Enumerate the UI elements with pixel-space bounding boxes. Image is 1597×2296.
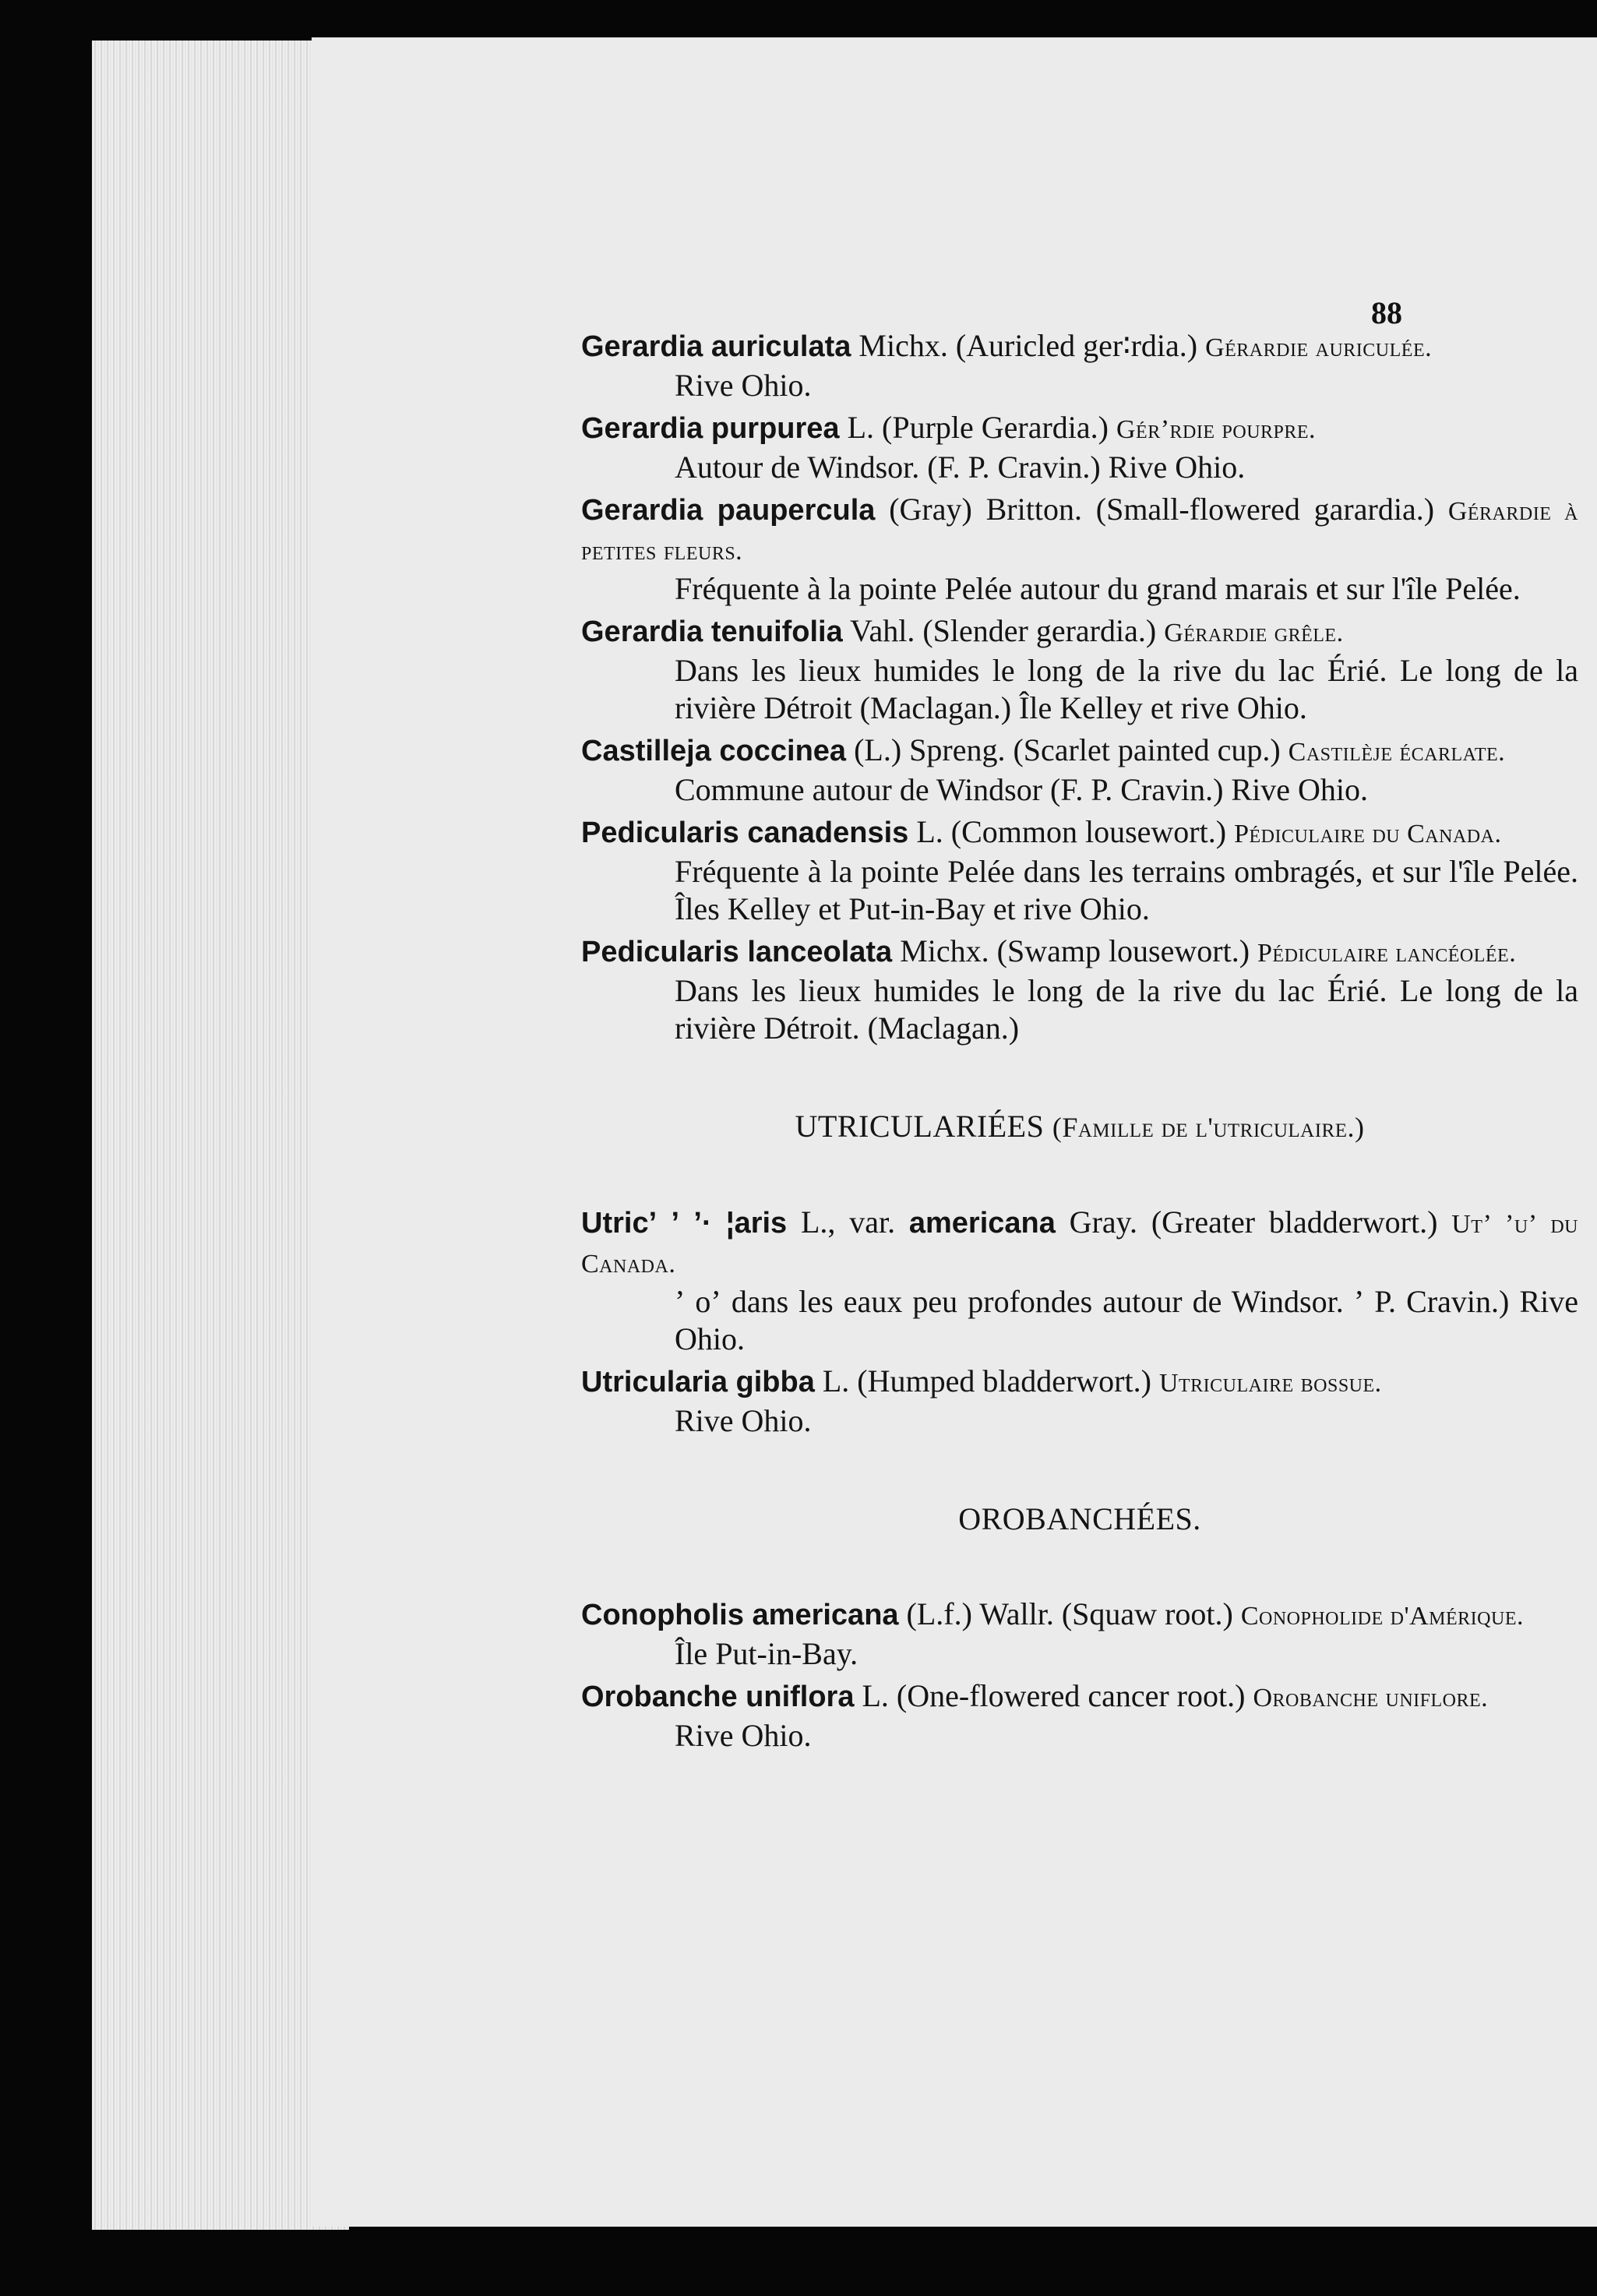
french-name: Pédiculaire du Canada. bbox=[1234, 820, 1502, 848]
authority-common-name: L. (Common lousewort.) bbox=[908, 814, 1235, 849]
authority-common-name: Michx. (Auricled ger∶rdia.) bbox=[851, 328, 1206, 363]
locality-note: Rive Ohio. bbox=[675, 368, 812, 403]
locality-note: Dans les lieux humides le long de la rive du lac Érié. Le long de la rivière Détroit (Maclagan.) Île Kelley et rive Ohio. bbox=[675, 653, 1578, 725]
authority-common-name: L. (Humped bladderwort.) bbox=[814, 1363, 1159, 1398]
section-title: UTRICULARIÉES bbox=[795, 1109, 1045, 1144]
authority-common-name: L. (One-flowered cancer root.) bbox=[854, 1678, 1253, 1713]
authority-common-name: Michx. (Swamp lousewort.) bbox=[892, 933, 1258, 968]
species-entry-gerardia-auriculata bbox=[581, 327, 1578, 404]
locality-note: Rive Ohio. bbox=[675, 1403, 812, 1438]
french-name: Castilèje écarlate. bbox=[1288, 738, 1506, 767]
french-name: Gérardie grêle. bbox=[1164, 619, 1344, 647]
french-name: Pédiculaire lancéolée. bbox=[1257, 939, 1517, 968]
variety-name: americana bbox=[908, 1207, 1056, 1240]
french-name: Utʼ ʼuʼ du Canada. bbox=[581, 1210, 1578, 1278]
latin-name: Castilleja coccinea bbox=[581, 735, 847, 767]
species-entry-castilleja-coccinea bbox=[581, 732, 1578, 809]
french-name: Gérardie à petites fleurs. bbox=[581, 497, 1579, 566]
page-number: 88 bbox=[1371, 295, 1402, 330]
species-entry-conopholis-americana bbox=[581, 1596, 1578, 1673]
species-entry-gerardia-paupercula bbox=[581, 491, 1578, 608]
section-heading-utriculariees bbox=[581, 1108, 1578, 1146]
french-name: Utriculaire bossue. bbox=[1158, 1369, 1382, 1398]
authority: L., var. bbox=[787, 1204, 909, 1240]
latin-name: Pedicularis canadensis bbox=[581, 816, 909, 849]
authority-common-name: L. (Purple Gerardia.) bbox=[839, 410, 1116, 445]
latin-name: Conopholis americana bbox=[581, 1599, 899, 1631]
locality-note: ʼ oʼ dans les eaux peu profondes autour de Windsor. ʼ P. Cravin.) Rive Ohio. bbox=[675, 1284, 1578, 1356]
species-entry-utricularia-gibba bbox=[581, 1363, 1578, 1440]
species-entry-pedicularis-lanceolata bbox=[581, 933, 1578, 1047]
latin-name: Gerardia purpurea bbox=[581, 412, 840, 445]
french-name: Conopholide d'Amérique. bbox=[1240, 1602, 1524, 1631]
locality-note: Fréquente à la pointe Pelée dans les terrains ombragés, et sur l'île Pelée. Îles Kelley et Put-in-Bay et rive Ohio. bbox=[675, 854, 1578, 926]
latin-name: Orobanche uniflora bbox=[581, 1681, 855, 1713]
locality-note: Dans les lieux humides le long de la rive du lac Érié. Le long de la rivière Détroit. (Maclagan.) bbox=[675, 973, 1578, 1046]
authority-common-name: Gray. (Greater bladderwort.) bbox=[1055, 1204, 1452, 1240]
latin-name: Gerardia tenuifolia bbox=[581, 615, 843, 648]
locality-note: Fréquente à la pointe Pelée autour du grand marais et sur l'île Pelée. bbox=[675, 571, 1521, 606]
french-name: Orobanche uniflore. bbox=[1253, 1684, 1489, 1712]
authority-common-name: (L.) Spreng. (Scarlet painted cup.) bbox=[846, 732, 1289, 767]
page-edges bbox=[92, 41, 349, 2230]
species-entry-utricularia-vulgaris bbox=[581, 1204, 1578, 1358]
authority-common-name: Vahl. (Slender gerardia.) bbox=[842, 613, 1165, 648]
section-title: OROBANCHÉES. bbox=[958, 1501, 1201, 1536]
authority-common-name: (L.f.) Wallr. (Squaw root.) bbox=[898, 1596, 1241, 1631]
species-entry-gerardia-tenuifolia bbox=[581, 612, 1578, 727]
species-entry-gerardia-purpurea bbox=[581, 409, 1578, 486]
authority-common-name: (Gray) Britton. (Small-flowered garardia.) bbox=[875, 492, 1448, 527]
section-heading-orobanchees bbox=[581, 1501, 1578, 1538]
locality-note: Île Put-in-Bay. bbox=[675, 1636, 858, 1671]
locality-note: Commune autour de Windsor (F. P. Cravin.) Rive Ohio. bbox=[675, 772, 1368, 807]
latin-name: Gerardia paupercula bbox=[581, 494, 876, 527]
species-entry-orobanche-uniflora bbox=[581, 1677, 1578, 1755]
latin-name: Gerardia auriculata bbox=[581, 330, 851, 363]
locality-note: Rive Ohio. bbox=[675, 1718, 812, 1753]
latin-name: Pedicularis lanceolata bbox=[581, 936, 893, 968]
section-subtitle: (Famille de l'utriculaire.) bbox=[1052, 1112, 1365, 1143]
locality-note: Autour de Windsor. (F. P. Cravin.) Rive Ohio. bbox=[675, 450, 1246, 485]
latin-name: Utricularia gibba bbox=[581, 1366, 815, 1398]
french-name: Gérʼrdie pourpre. bbox=[1116, 415, 1317, 444]
species-entry-pedicularis-canadensis bbox=[581, 813, 1578, 928]
page-text bbox=[581, 327, 1578, 1759]
latin-name: Utricʼ ʼ ʼ· ¦aris bbox=[581, 1207, 788, 1240]
french-name: Gérardie auriculée. bbox=[1205, 333, 1433, 362]
